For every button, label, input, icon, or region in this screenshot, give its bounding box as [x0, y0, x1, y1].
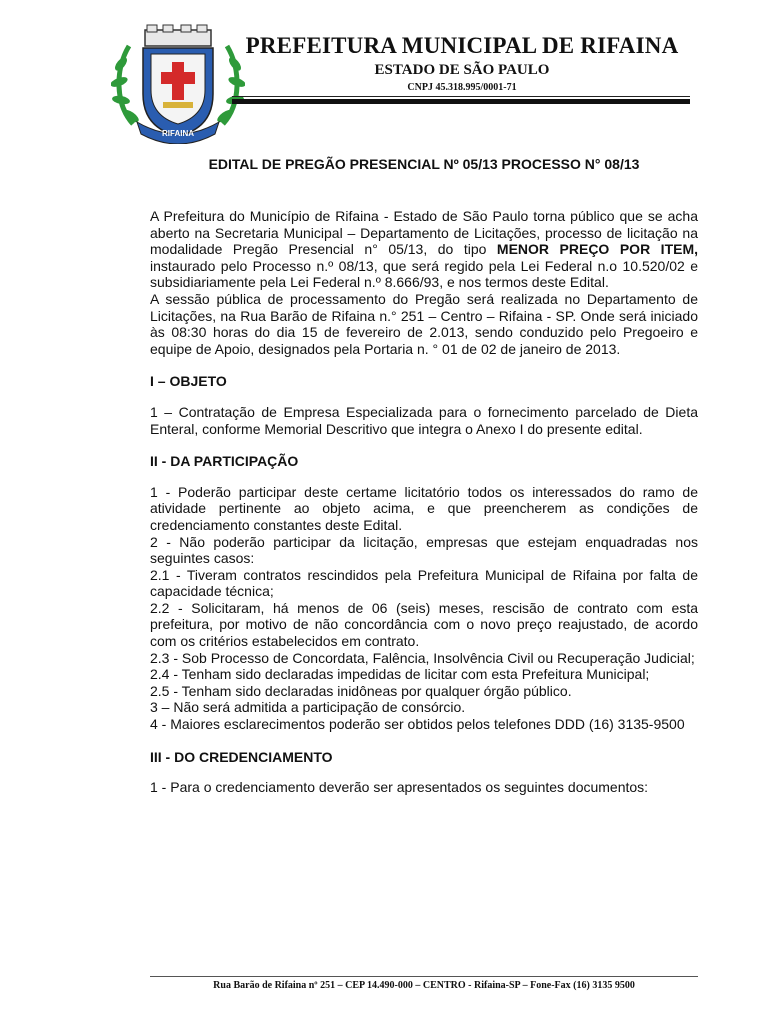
intro-paragraph-2: A sessão pública de processamento do Pregão será realizada no Departamento de Licitações, na Rua Barão de Rifaina n.° 251 – Centro – Rifaina - SP. Onde será iniciado às 08:30 horas do dia 15 de fevereiro de 2.013, sendo conduzido pelo Pregoeiro e equipe de Apoio, designados pela Portaria n. ° 01 de 02 de janeiro de 2013.	[150, 290, 698, 357]
section-credenciamento-title: III - DO CREDENCIAMENTO	[150, 748, 333, 765]
footer-rule	[150, 976, 698, 977]
letterhead	[0, 0, 770, 138]
intro-text-bold: MENOR PREÇO POR ITEM,	[496, 241, 699, 258]
participacao-item: 4 - Maiores esclarecimentos poderão ser obtidos pelos telefones DDD (16) 3135-9500	[150, 716, 685, 733]
municipality-title: PREFEITURA MUNICIPAL DE RIFAINA	[245, 33, 679, 58]
participacao-item: 2.1 - Tiveram contratos rescindidos pela Prefeitura Municipal de Rifaina por falta de capacidade técnica;	[150, 566, 698, 600]
credenciamento-item-1: 1 - Para o credenciamento deverão ser apresentados os seguintes documentos:	[150, 779, 649, 796]
intro-text-start: A Prefeitura do Município de Rifaina - Estado de São Paulo torna público que se acha aberto na Secretaria Municipal – Departamento de Licitações, processo de licitação na modalidade Pregão Presencial n° 05/13, do tipo	[150, 208, 698, 258]
participacao-item: 2 - Não poderão participar da licitação, empresas que estejam enquadradas nos seguintes casos:	[150, 533, 698, 567]
cnpj-number: CNPJ 45.318.995/0001-71	[407, 82, 517, 93]
intro-paragraph-1	[150, 208, 698, 291]
participacao-item: 2.5 - Tenham sido declaradas inidôneas por qualquer órgão público.	[150, 682, 572, 699]
state-name: ESTADO DE SÃO PAULO	[374, 62, 550, 78]
participacao-item: 3 – Não será admitida a participação de consórcio.	[150, 699, 466, 716]
section-objeto-title: I – OBJETO	[150, 373, 227, 390]
footer-address: Rua Barão de Rifaina nº 251 – CEP 14.490-000 – CENTRO - Rifaina-SP – Fone-Fax (16) 3135 9500	[213, 980, 635, 991]
participacao-item: 2.3 - Sob Processo de Concordata, Falência, Insolvência Civil ou Recuperação Judicial;	[150, 649, 695, 666]
crest-ribbon-text: RIFAINA	[162, 129, 194, 138]
objeto-item-1: 1 – Contratação de Empresa Especializada para o fornecimento parcelado de Dieta Enteral, conforme Memorial Descritivo que integra o Anexo I do presente edital.	[150, 403, 698, 437]
document-body	[150, 208, 698, 796]
header-rule-thick	[232, 99, 690, 104]
municipal-crest-icon	[111, 24, 245, 144]
document-title: EDITAL DE PREGÃO PRESENCIAL Nº 05/13 PROCESSO N° 08/13	[208, 156, 640, 172]
header-rule-thin	[232, 96, 690, 97]
section-participacao-title: II - DA PARTICIPAÇÃO	[150, 453, 299, 470]
participacao-item: 2.2 - Solicitaram, há menos de 06 (seis) meses, rescisão de contrato com esta prefeitura, por motivo de não concordância com o novo preço reajustado, de acordo com os critérios estabelecidos em contrato.	[150, 599, 698, 650]
participacao-item: 1 - Poderão participar deste certame licitatório todos os interessados do ramo de atividade pertinente ao objeto acima, e que preencherem as condições de credenciamento constantes deste Edital.	[150, 483, 698, 533]
intro-text-end: instaurado pelo Processo n.º 08/13, que será regido pela Lei Federal n.o 10.520/02 e subsidiariamente pela Lei Federal n.º 8.666/93, e nos termos deste Edital.	[150, 257, 698, 291]
participacao-item: 2.4 - Tenham sido declaradas impedidas de licitar com esta Prefeitura Municipal;	[150, 666, 650, 683]
